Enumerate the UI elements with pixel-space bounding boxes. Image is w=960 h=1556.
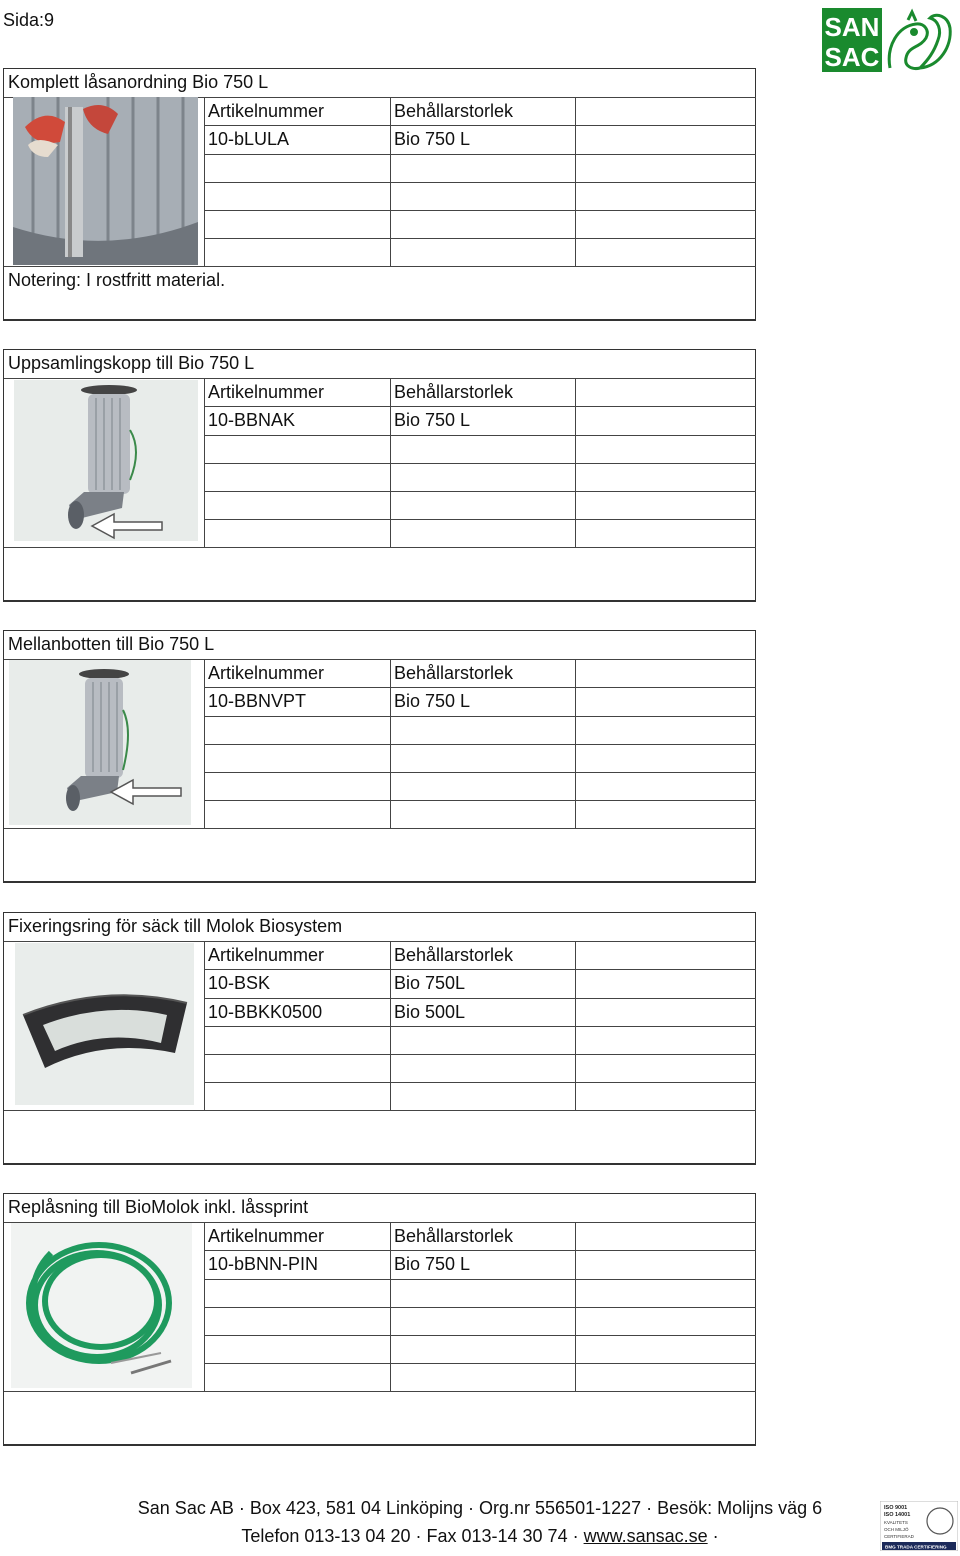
row-divider	[4, 266, 756, 267]
row-divider	[204, 491, 756, 492]
row-divider	[204, 1026, 756, 1027]
lock-assembly-image	[13, 97, 198, 265]
logo-line-1: SAN	[824, 12, 880, 42]
row-divider	[204, 800, 756, 801]
column-divider	[390, 1222, 391, 1391]
row-divider	[204, 182, 756, 183]
row-divider	[4, 828, 756, 829]
container-size-cell: Bio 750 L	[394, 410, 471, 430]
column-header-container-size: Behållarstorlek	[394, 1226, 514, 1246]
row-divider	[4, 547, 756, 548]
column-divider	[204, 659, 205, 828]
column-divider	[575, 941, 576, 1110]
row-divider	[204, 687, 756, 688]
row-divider	[204, 772, 756, 773]
article-number-cell: 10-bLULA	[208, 129, 290, 149]
article-number-cell: 10-BBNAK	[208, 410, 296, 430]
article-number-cell: 10-BSK	[208, 973, 271, 993]
cert-line-1: ISO 9001	[884, 1505, 908, 1511]
column-header-article-number: Artikelnummer	[208, 945, 325, 965]
column-header-article-number: Artikelnummer	[208, 382, 325, 402]
website-link[interactable]: www.sansac.se	[583, 1526, 708, 1546]
row-divider	[204, 1279, 756, 1280]
row-divider	[204, 406, 756, 407]
row-divider	[204, 238, 756, 239]
column-divider	[204, 378, 205, 547]
column-divider	[204, 941, 205, 1110]
article-number-cell: 10-bBNN-PIN	[208, 1254, 319, 1274]
article-number-cell: 10-BBKK0500	[208, 1002, 323, 1022]
cert-line-6: BMG TRADA CERTIFIERING	[885, 1544, 947, 1550]
squirrel-icon	[889, 12, 950, 69]
container-size-cell: Bio 500L	[394, 1002, 466, 1022]
section-title: Fixeringsring för säck till Molok Biosystem	[8, 916, 343, 936]
cert-line-2: ISO 14001	[884, 1512, 911, 1518]
section-title: Replåsning till BioMolok inkl. låssprint	[8, 1197, 309, 1217]
container-size-cell: Bio 750L	[394, 973, 466, 993]
section-title: Komplett låsanordning Bio 750 L	[8, 72, 269, 92]
row-divider	[204, 1363, 756, 1364]
row-divider	[204, 1054, 756, 1055]
row-divider	[204, 125, 756, 126]
row-divider	[204, 1307, 756, 1308]
article-number-cell: 10-BBNVPT	[208, 691, 307, 711]
column-divider	[204, 1222, 205, 1391]
column-header-article-number: Artikelnummer	[208, 101, 325, 121]
sansac-logo	[820, 6, 960, 74]
column-header-container-size: Behållarstorlek	[394, 945, 514, 965]
iso-certification-badge	[880, 1501, 958, 1551]
footer-contact	[0, 1526, 960, 1547]
footer-address: San Sac AB · Box 423, 581 04 Linköping · Org.nr 556501-1227 · Besök: Molijns väg 6	[137, 1498, 823, 1518]
row-divider	[204, 969, 756, 970]
column-divider	[204, 97, 205, 266]
container-size-cell: Bio 750 L	[394, 1254, 471, 1274]
row-divider	[204, 716, 756, 717]
column-header-container-size: Behållarstorlek	[394, 101, 514, 121]
cert-line-3: KVALITETS	[884, 1520, 908, 1525]
container-size-cell: Bio 750 L	[394, 129, 471, 149]
row-divider	[204, 998, 756, 999]
footer-phone-fax: Telefon 013-13 04 20 · Fax 013-14 30 74 ·	[241, 1526, 584, 1546]
column-divider	[575, 659, 576, 828]
cert-line-5: CERTIFIERAD	[884, 1534, 914, 1539]
row-divider	[204, 154, 756, 155]
column-divider	[390, 941, 391, 1110]
section-title: Uppsamlingskopp till Bio 750 L	[8, 353, 255, 373]
row-divider	[204, 1335, 756, 1336]
row-divider	[204, 519, 756, 520]
row-divider	[4, 941, 756, 942]
container-size-cell: Bio 750 L	[394, 691, 471, 711]
row-divider	[4, 1391, 756, 1392]
column-header-container-size: Behållarstorlek	[394, 663, 514, 683]
column-header-container-size: Behållarstorlek	[394, 382, 514, 402]
rope-image	[11, 1223, 192, 1388]
row-divider	[4, 1110, 756, 1111]
column-divider	[575, 97, 576, 266]
column-divider	[575, 1222, 576, 1391]
row-divider	[204, 1250, 756, 1251]
column-divider	[390, 378, 391, 547]
cert-line-4: OCH MILJÖ	[884, 1527, 909, 1532]
section-note: Notering: I rostfritt material.	[8, 270, 226, 290]
fixing-ring-image	[15, 943, 194, 1105]
footer-suffix: ·	[707, 1526, 719, 1546]
row-divider	[204, 744, 756, 745]
row-divider	[4, 378, 756, 379]
middle-bottom-image	[9, 660, 191, 825]
column-divider	[575, 378, 576, 547]
row-divider	[204, 435, 756, 436]
collection-cup-image	[14, 380, 198, 541]
row-divider	[204, 1082, 756, 1083]
row-divider	[204, 463, 756, 464]
section-title: Mellanbotten till Bio 750 L	[8, 634, 215, 654]
column-divider	[390, 659, 391, 828]
column-divider	[390, 97, 391, 266]
column-header-article-number: Artikelnummer	[208, 1226, 325, 1246]
logo-line-2: SAC	[824, 42, 880, 72]
column-header-article-number: Artikelnummer	[208, 663, 325, 683]
page-number: Sida:9	[3, 10, 55, 30]
row-divider	[204, 210, 756, 211]
